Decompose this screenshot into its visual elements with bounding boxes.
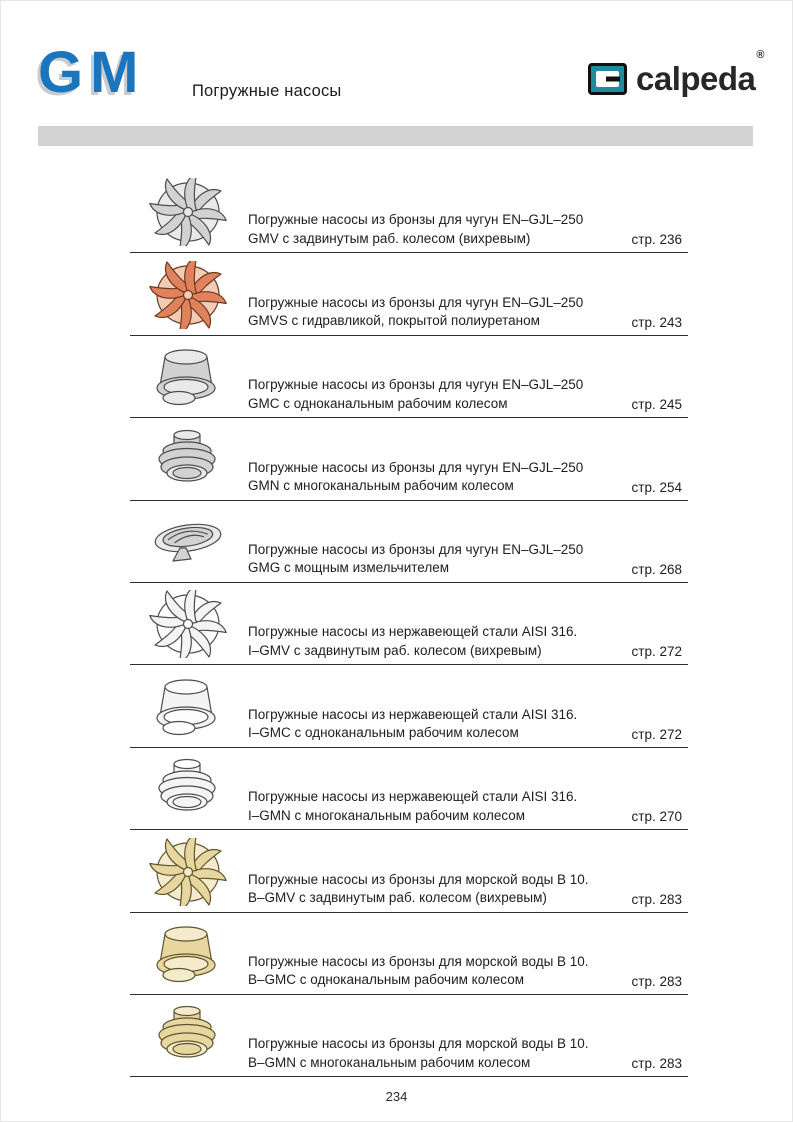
row-page-ref: стр. 272 <box>631 644 682 660</box>
row-description-line1: Погружные насосы из бронзы для чугун EN–GJL–250 <box>248 541 584 557</box>
row-description-line2: GMVS с гидравликой, покрытой полиуретаном <box>248 313 540 329</box>
row-page-ref: стр. 283 <box>631 891 682 907</box>
catalog-row <box>130 336 688 418</box>
row-page-ref: стр. 243 <box>631 314 682 330</box>
multi-channel-impeller-icon <box>146 426 230 494</box>
catalog-row <box>130 995 688 1077</box>
row-description <box>248 1035 589 1072</box>
row-description <box>248 788 578 825</box>
row-description-line1: Погружные насосы из бронзы для чугун EN–GJL–250 <box>248 294 584 310</box>
row-description-line1: Погружные насосы из бронзы для чугун EN–GJL–250 <box>248 459 584 475</box>
grinder-impeller-icon <box>146 508 230 576</box>
row-description-line2: GMN с многоканальным рабочим колесом <box>248 478 514 494</box>
calpeda-brand-icon <box>588 63 627 95</box>
row-description <box>248 376 584 413</box>
page-title: Погружные насосы <box>192 82 342 100</box>
catalog-row <box>130 913 688 995</box>
row-description-line2: B–GMV с задвинутым раб. колесом (вихревым) <box>248 890 547 906</box>
catalog-row <box>130 171 688 253</box>
row-description-line2: I–GMN с многоканальным рабочим колесом <box>248 807 526 823</box>
row-description-line1: Погружные насосы из нержавеющей стали AISI 316. <box>248 706 578 722</box>
row-page-ref: стр. 270 <box>631 809 682 825</box>
row-description-line2: B–GMN с многоканальным рабочим колесом <box>248 1054 531 1070</box>
row-description-line2: B–GMC с одноканальным рабочим колесом <box>248 972 524 988</box>
row-description <box>248 706 578 743</box>
header-divider-bar <box>38 126 753 146</box>
row-description-line1: Погружные насосы из бронзы для морской воды B 10. <box>248 953 589 969</box>
vortex-impeller-icon <box>146 261 230 329</box>
row-page-ref: стр. 254 <box>631 479 682 495</box>
row-description-line2: I–GMV с задвинутым раб. колесом (вихревым) <box>248 642 542 658</box>
single-channel-impeller-icon <box>146 343 230 411</box>
multi-channel-impeller-icon <box>146 755 230 823</box>
catalog-row <box>130 665 688 747</box>
page-number: 234 <box>385 1089 408 1104</box>
product-code: GM <box>38 40 146 105</box>
vortex-impeller-icon <box>146 590 230 658</box>
single-channel-impeller-icon <box>146 920 230 988</box>
row-page-ref: стр. 236 <box>631 232 682 248</box>
row-description <box>248 871 589 908</box>
row-description <box>248 541 584 578</box>
catalog-row <box>130 583 688 665</box>
row-page-ref: стр. 245 <box>631 397 682 413</box>
single-channel-impeller-icon <box>146 673 230 741</box>
vortex-impeller-icon <box>146 838 230 906</box>
row-description <box>248 211 584 248</box>
row-description-line1: Погружные насосы из бронзы для чугун EN–GJL–250 <box>248 377 584 393</box>
row-description-line1: Погружные насосы из бронзы для чугун EN–GJL–250 <box>248 212 584 228</box>
row-description <box>248 953 589 990</box>
catalog-row <box>130 418 688 500</box>
row-page-ref: стр. 283 <box>631 1056 682 1072</box>
catalog-row <box>130 830 688 912</box>
catalog-row <box>130 748 688 830</box>
row-description-line1: Погружные насосы из бронзы для морской воды B 10. <box>248 1036 589 1052</box>
row-description-line1: Погружные насосы из бронзы для морской воды B 10. <box>248 871 589 887</box>
vortex-impeller-icon <box>146 178 230 246</box>
row-description-line2: GMG с мощным измельчителем <box>248 560 449 576</box>
row-description-line2: I–GMC с одноканальным рабочим колесом <box>248 725 519 741</box>
calpeda-c-glyph <box>596 71 619 87</box>
catalog-rows <box>130 171 688 1077</box>
row-page-ref: стр. 268 <box>631 561 682 577</box>
brand-name: calpeda® <box>635 49 764 97</box>
row-page-ref: стр. 272 <box>631 726 682 742</box>
row-description <box>248 294 584 331</box>
row-description-line2: GMC с одноканальным рабочим колесом <box>248 395 508 411</box>
row-description-line1: Погружные насосы из нержавеющей стали AISI 316. <box>248 789 578 805</box>
catalog-row <box>130 253 688 335</box>
registered-trademark-symbol: ® <box>756 49 764 61</box>
multi-channel-impeller-icon <box>146 1002 230 1070</box>
catalog-row <box>130 501 688 583</box>
row-description-line1: Погружные насосы из нержавеющей стали AISI 316. <box>248 624 578 640</box>
row-description <box>248 623 578 660</box>
row-description <box>248 459 584 496</box>
row-description-line2: GMV с задвинутым раб. колесом (вихревым) <box>248 230 531 246</box>
calpeda-logo <box>588 49 764 97</box>
row-page-ref: стр. 283 <box>631 973 682 989</box>
